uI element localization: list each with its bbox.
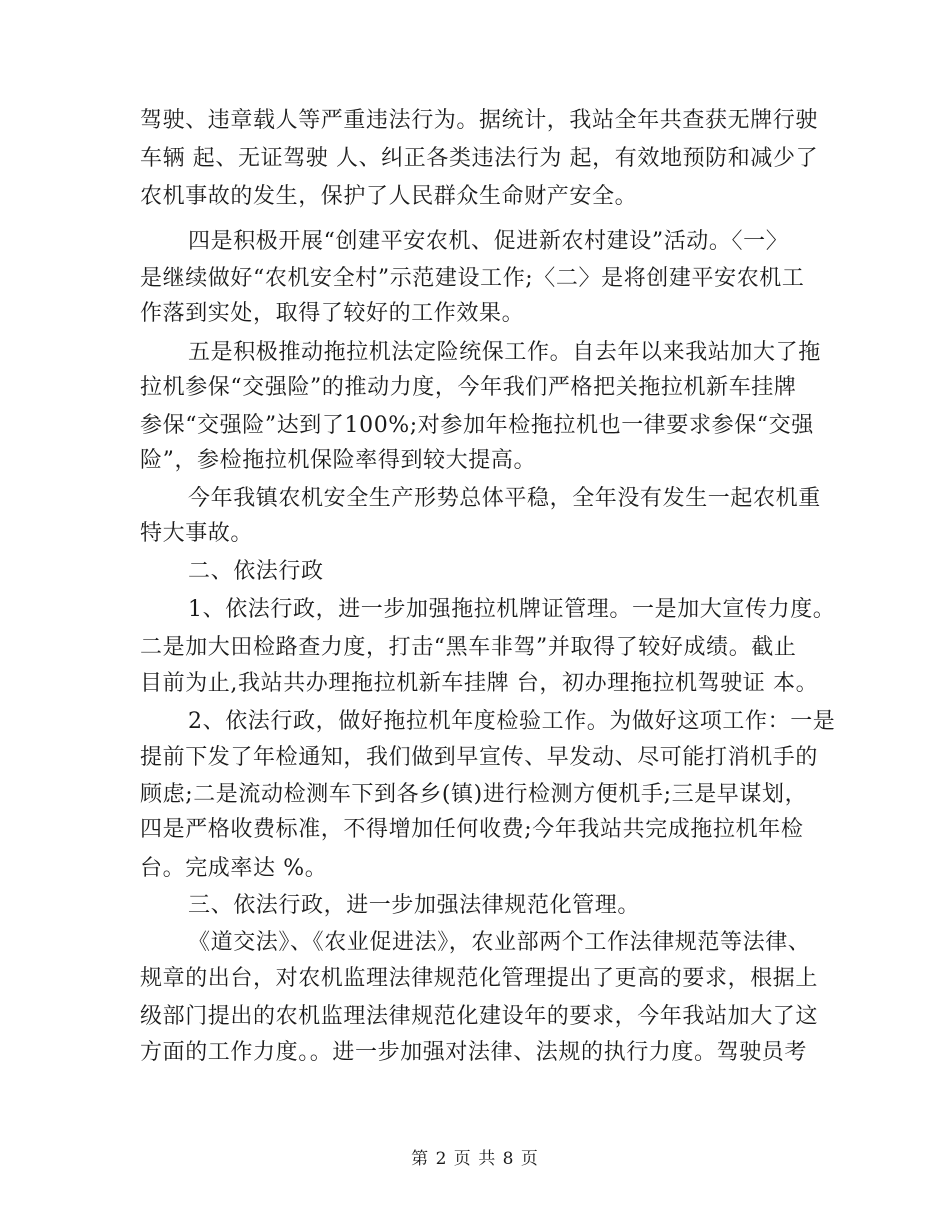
text-line: 特大事故。 bbox=[140, 521, 254, 546]
text-line: 是继续做好“农机安全村”示范建设工作;〈二〉是将创建平安农机工 bbox=[140, 266, 805, 291]
text-line: 农机事故的发生，保护了人民群众生命财产安全。 bbox=[140, 184, 638, 209]
text-line: 目前为止,我站共办理拖拉机新车挂牌 台，初办理拖拉机驾驶证 本。 bbox=[140, 671, 819, 696]
text-line: 台。完成率达 %。 bbox=[140, 856, 328, 881]
text-line: 方面的工作力度。。进一步加强对法律、法规的执行力度。驾驶员考 bbox=[140, 1040, 808, 1065]
text-line: 参保“交强险”达到了100%;对参加年检拖拉机也一律要求参保“交强 bbox=[140, 413, 814, 438]
text-line: 车辆 起、无证驾驶 人、纠正各类违法行为 起，有效地预防和减少了 bbox=[140, 146, 819, 171]
page-footer: 第 2 页 共 8 页 bbox=[411, 1149, 539, 1169]
text-line: 拉机参保“交强险”的推动力度，今年我们严格把关拖拉机新车挂牌 bbox=[140, 375, 797, 400]
text-line: 二是加大田检路查力度，打击“黑车非驾”并取得了较好成绩。截止 bbox=[140, 635, 797, 660]
section-heading: 二、依法行政 bbox=[188, 559, 324, 584]
text-line: 作落到实处，取得了较好的工作效果。 bbox=[140, 301, 525, 326]
text-line: 四是积极开展“创建平安农机、促进新农村建设”活动。〈一〉 bbox=[188, 229, 789, 254]
text-line: 险”，参检拖拉机保险率得到较大提高。 bbox=[140, 448, 537, 473]
text-line: 顾虑;二是流动检测车下到各乡(镇)进行检测方便机手;三是早谋划， bbox=[140, 782, 808, 807]
text-line: 驾驶、违章载人等严重违法行为。据统计，我站全年共查获无牌行驶 bbox=[140, 108, 819, 133]
text-line: 2、依法行政，做好拖拉机年度检验工作。为做好这项工作：一是 bbox=[188, 709, 836, 734]
text-line: 《道交法》、《农业促进法》，农业部两个工作法律规范等法律、 bbox=[188, 930, 811, 955]
text-line: 1、依法行政，进一步加强拖拉机牌证管理。一是加大宣传力度。 bbox=[188, 597, 836, 622]
text-line: 规章的出台，对农机监理法律规范化管理提出了更高的要求，根据上 bbox=[140, 966, 819, 991]
text-line: 提前下发了年检通知，我们做到早宣传、早发动、尽可能打消机手的 bbox=[140, 745, 819, 770]
section-heading: 三、依法行政，进一步加强法律规范化管理。 bbox=[188, 893, 641, 918]
text-line: 级部门提出的农机监理法律规范化建设年的要求，今年我站加大了这 bbox=[140, 1004, 819, 1029]
text-line: 今年我镇农机安全生产形势总体平稳，全年没有发生一起农机重 bbox=[188, 486, 821, 511]
text-line: 四是严格收费标准，不得增加任何收费;今年我站共完成拖拉机年检 bbox=[140, 817, 804, 842]
text-line: 五是积极推动拖拉机法定险统保工作。自去年以来我站加大了拖 bbox=[188, 340, 821, 365]
